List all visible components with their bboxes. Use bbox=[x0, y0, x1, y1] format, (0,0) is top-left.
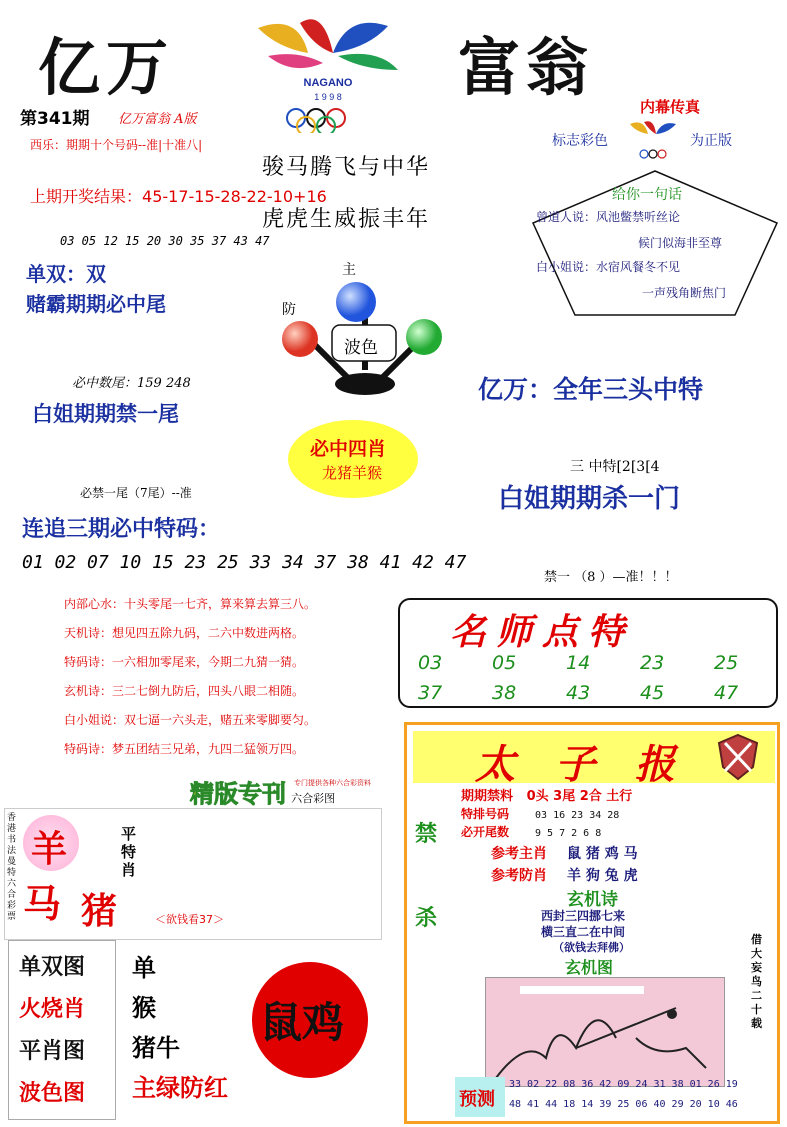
yiwan-text: 亿万：全年三头中特 bbox=[478, 375, 704, 404]
slogan-line-2: 虎虎生威振丰年 bbox=[262, 207, 431, 232]
predict-badge bbox=[455, 1077, 505, 1117]
must-tail-values: 159 248 bbox=[137, 376, 191, 391]
side-kill-label: 杀 bbox=[415, 906, 438, 931]
pentagon-line-3: 白小姐说：水宿风餐冬不见 bbox=[536, 260, 681, 274]
title-left: 亿万 bbox=[38, 31, 175, 104]
wave-main-label: 主 bbox=[342, 262, 356, 278]
predict-row-1: 33 02 22 08 36 42 09 24 31 38 01 26 19 bbox=[509, 1079, 738, 1090]
kill-door: 白姐期期杀一门 bbox=[498, 484, 681, 514]
master-number: 05 bbox=[492, 652, 517, 674]
nagano-logo bbox=[238, 8, 418, 133]
taizi-poem-3: （欲钱去拜佛） bbox=[553, 941, 630, 954]
badge-text: 鼠鸡 bbox=[260, 998, 345, 1047]
pentagon-line-2: 候门似海非至尊 bbox=[638, 236, 723, 250]
zodiac-pig: 猪 bbox=[81, 891, 118, 932]
chart-item: 平肖图 bbox=[19, 1039, 86, 1064]
flat-zodiac-vertical: 平特肖 bbox=[121, 825, 137, 879]
rat-rooster-badge bbox=[252, 962, 368, 1078]
taizi-row-2 bbox=[461, 805, 619, 822]
pentagon-title: 给你一句话 bbox=[612, 187, 682, 203]
taizi-row-3 bbox=[461, 823, 601, 840]
wave-defend-label: 防 bbox=[282, 302, 296, 318]
bottom-mid-item: 猴 bbox=[132, 994, 156, 1022]
small-logo-icon bbox=[622, 118, 684, 162]
row-value: 鼠 猪 鸡 马 bbox=[567, 846, 638, 862]
four-zodiac-animals: 龙猪羊猴 bbox=[322, 464, 383, 482]
wave-center-label: 波色 bbox=[344, 338, 378, 358]
three-head: 三 中特[2[3[4 bbox=[570, 459, 660, 475]
master-number: 45 bbox=[640, 682, 665, 704]
four-zodiac-oval bbox=[288, 420, 418, 498]
taizi-row-5 bbox=[491, 865, 638, 885]
taizi-row-4 bbox=[491, 843, 638, 863]
row-label: 参考防肖 bbox=[491, 868, 547, 884]
master-box bbox=[398, 598, 778, 708]
bottom-mid-list bbox=[132, 948, 228, 1108]
ban-tail: 必禁一尾（7尾）--准 bbox=[80, 486, 192, 500]
side-ban-label: 禁 bbox=[415, 822, 438, 847]
master-title: 名师点特 bbox=[450, 611, 635, 653]
sd-numbers: 03 05 12 15 20 30 35 37 43 47 bbox=[60, 234, 270, 248]
taizi-poem-1: 西封三四挪七来 bbox=[541, 909, 626, 923]
special-small-note: 专门提供各种六合彩资料 bbox=[294, 779, 371, 787]
bottom-mid-item: 单 bbox=[132, 954, 156, 982]
taizi-vertical-text: 借大妄鸟二十载 bbox=[751, 933, 762, 1030]
zodiac-horse: 马 bbox=[23, 882, 62, 926]
left-note: ＜欲钱看37＞ bbox=[155, 913, 224, 926]
taizi-row-1 bbox=[461, 785, 632, 804]
special-label: 精版专刊 bbox=[190, 780, 286, 808]
fax-left: 标志彩色 bbox=[552, 133, 608, 149]
taizi-header bbox=[413, 731, 775, 788]
row-value: 9 5 7 2 6 8 bbox=[535, 828, 602, 839]
master-number: 38 bbox=[492, 682, 517, 704]
fax-right: 为正版 bbox=[690, 133, 732, 149]
pentagon-line-4: 一声残角断焦门 bbox=[642, 286, 727, 300]
left-zodiac-panel bbox=[4, 808, 382, 940]
master-number: 43 bbox=[566, 682, 591, 704]
master-number: 23 bbox=[640, 652, 665, 674]
sd-label: 单双：双 bbox=[26, 262, 106, 286]
poem-line: 天机诗：想见四五除九码，二六中数进两格。 bbox=[64, 626, 305, 640]
special-sub: 六合彩图 bbox=[291, 792, 336, 805]
slogan-line-1: 骏马腾飞与中华 bbox=[262, 155, 431, 180]
issue-number: 第341期 bbox=[20, 109, 90, 129]
zodiac-column bbox=[411, 787, 451, 1121]
poem-line: 特码诗：梦五团结三兄弟，九四二猛领万四。 bbox=[64, 742, 305, 756]
row-label: 期期禁料 bbox=[461, 789, 514, 804]
poem-line: 特码诗：一六相加零尾来，今期二九猜一猜。 bbox=[64, 655, 305, 669]
four-zodiac-title: 必中四肖 bbox=[310, 438, 387, 460]
poems-block bbox=[64, 590, 316, 764]
chart-item: 单双图 bbox=[19, 955, 86, 980]
bottom-mid-item: 猪牛 bbox=[132, 1034, 180, 1062]
master-number: 25 bbox=[714, 652, 739, 674]
master-number: 37 bbox=[418, 682, 443, 704]
taizi-poem-2: 横三直二在中间 bbox=[541, 925, 626, 939]
row-label: 特排号码 bbox=[461, 807, 510, 821]
bottom-mid-item: 主绿防红 bbox=[132, 1074, 228, 1102]
poem-line: 内部心水：十头零尾一七齐，算来算去算三八。 bbox=[64, 597, 317, 611]
last-result-label: 上期开奖结果： bbox=[30, 187, 143, 206]
row-label: 必开尾数 bbox=[461, 825, 510, 839]
edition-label: 亿万富翁 A版 bbox=[118, 112, 197, 127]
zodiac-sheep: 羊 bbox=[31, 829, 68, 870]
must-tail bbox=[72, 372, 191, 391]
pentagon-box bbox=[530, 168, 780, 318]
title-right: 富翁 bbox=[458, 31, 595, 104]
poem-line: 玄机诗：三二七倒九防后，四头八眼二相随。 bbox=[64, 684, 305, 698]
predict-label: 预测 bbox=[459, 1089, 495, 1110]
side-vertical-text: 香港书法曼特六合彩票 bbox=[7, 813, 17, 922]
master-row-2 bbox=[418, 682, 764, 704]
must-tail-line: 白姐期期禁一尾 bbox=[32, 401, 179, 426]
chart-list bbox=[19, 947, 85, 1115]
chart-list-box bbox=[8, 940, 116, 1120]
taizi-poem-title: 玄机诗 bbox=[567, 890, 618, 910]
master-number: 14 bbox=[566, 652, 591, 674]
ban-one: 禁一 （8 ）—准！！！ bbox=[544, 570, 678, 585]
taizi-pic-title: 玄机图 bbox=[565, 958, 614, 977]
chart-item: 波色图 bbox=[19, 1081, 86, 1106]
master-number: 47 bbox=[714, 682, 739, 704]
chart-item: 火烧肖 bbox=[19, 997, 86, 1022]
row-value: 03 16 23 34 28 bbox=[535, 810, 620, 821]
row-value: 0头 3尾 2合 土行 bbox=[526, 789, 633, 804]
chase-title: 连追三期必中特码： bbox=[22, 516, 221, 542]
master-number: 03 bbox=[418, 652, 443, 674]
last-result-value: 45-17-15-28-22-10+16 bbox=[142, 187, 327, 206]
sd-tail: 赌霸期期必中尾 bbox=[26, 292, 166, 316]
mystery-picture bbox=[485, 977, 725, 1087]
taizi-title: 太子报 bbox=[475, 741, 715, 788]
wave-diagram bbox=[280, 255, 450, 400]
shield-icon bbox=[715, 733, 761, 781]
taizi-panel bbox=[404, 722, 780, 1124]
west-note: 西乐：期期十个号码--准|十准八| bbox=[30, 138, 203, 152]
fax-title: 内幕传真 bbox=[640, 98, 701, 116]
chase-numbers: 01 02 07 10 15 23 25 33 34 37 38 41 42 47 bbox=[22, 552, 467, 573]
logo-text: NAGANO bbox=[303, 77, 353, 89]
poem-line: 白小姐说：双七逼一六头走，赌五来零脚要匀。 bbox=[64, 713, 317, 727]
predict-row-2: 48 41 44 18 14 39 25 06 40 29 20 10 46 bbox=[509, 1099, 738, 1110]
row-value: 羊 狗 兔 虎 bbox=[567, 868, 638, 884]
row-label: 参考主肖 bbox=[491, 846, 547, 862]
pentagon-line-1: 曾道人说：风池鳖禁听丝论 bbox=[536, 210, 681, 224]
logo-year: 1 9 9 8 bbox=[314, 92, 342, 102]
must-tail-label: 必中数尾： bbox=[72, 376, 138, 391]
master-row-1 bbox=[418, 652, 764, 674]
